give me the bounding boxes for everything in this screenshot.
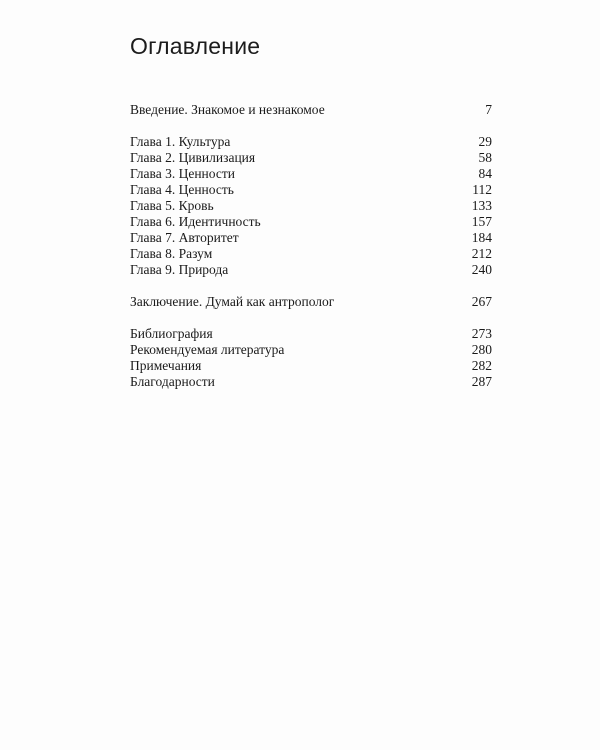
toc-entry[interactable]	[130, 166, 492, 182]
toc-entry-label: Глава 3. Ценности	[130, 166, 235, 181]
toc-entry-label: Заключение. Думай как антрополог	[130, 294, 335, 309]
toc-entry-page: 7	[485, 102, 492, 117]
page-title: Оглавление	[130, 33, 261, 59]
toc-entry[interactable]	[130, 358, 492, 374]
toc-entry-label: Введение. Знакомое и незнакомое	[130, 102, 325, 117]
toc-entry[interactable]	[130, 134, 492, 150]
toc-entry-page: 273	[471, 326, 492, 341]
toc-entry-label: Благодарности	[130, 374, 215, 389]
toc-entry-label: Глава 2. Цивилизация	[130, 150, 256, 165]
toc-entry-label: Глава 4. Ценность	[130, 182, 234, 197]
toc-entry[interactable]	[130, 246, 492, 262]
toc-entry[interactable]	[130, 294, 492, 310]
toc-entry-label: Глава 9. Природа	[130, 262, 229, 277]
toc-entry-page: 58	[478, 150, 492, 165]
toc-entry-page: 287	[471, 374, 492, 389]
table-of-contents	[130, 102, 492, 390]
toc-entry[interactable]	[130, 102, 492, 118]
toc-entry-page: 212	[471, 246, 492, 261]
toc-entry-label: Глава 7. Авторитет	[130, 230, 239, 245]
toc-entry-page: 157	[471, 214, 492, 229]
toc-group-conclusion	[130, 294, 492, 310]
toc-entry-label: Глава 6. Идентичность	[130, 214, 261, 229]
toc-entry-label: Рекомендуемая литература	[130, 342, 285, 357]
toc-entry[interactable]	[130, 150, 492, 166]
toc-entry-page: 240	[471, 262, 492, 277]
toc-entry[interactable]	[130, 374, 492, 390]
toc-entry[interactable]	[130, 326, 492, 342]
toc-entry[interactable]	[130, 342, 492, 358]
toc-entry-page: 280	[471, 342, 492, 357]
toc-entry[interactable]	[130, 198, 492, 214]
toc-group-back-matter	[130, 326, 492, 390]
toc-entry-label: Примечания	[130, 358, 202, 373]
toc-entry-label: Глава 8. Разум	[130, 246, 213, 261]
toc-entry[interactable]	[130, 214, 492, 230]
toc-entry-page: 29	[478, 134, 492, 149]
toc-entry-page: 112	[472, 182, 492, 197]
toc-entry-page: 267	[471, 294, 492, 309]
toc-entry[interactable]	[130, 230, 492, 246]
toc-entry[interactable]	[130, 262, 492, 278]
toc-entry-page: 133	[471, 198, 492, 213]
toc-entry-label: Глава 1. Культура	[130, 134, 231, 149]
toc-entry-page: 84	[478, 166, 492, 181]
toc-group-chapters	[130, 134, 492, 278]
toc-entry[interactable]	[130, 182, 492, 198]
toc-entry-page: 184	[471, 230, 492, 245]
toc-entry-page: 282	[471, 358, 492, 373]
toc-group-introduction	[130, 102, 492, 118]
toc-entry-label: Библиография	[130, 326, 213, 341]
toc-entry-label: Глава 5. Кровь	[130, 198, 214, 213]
